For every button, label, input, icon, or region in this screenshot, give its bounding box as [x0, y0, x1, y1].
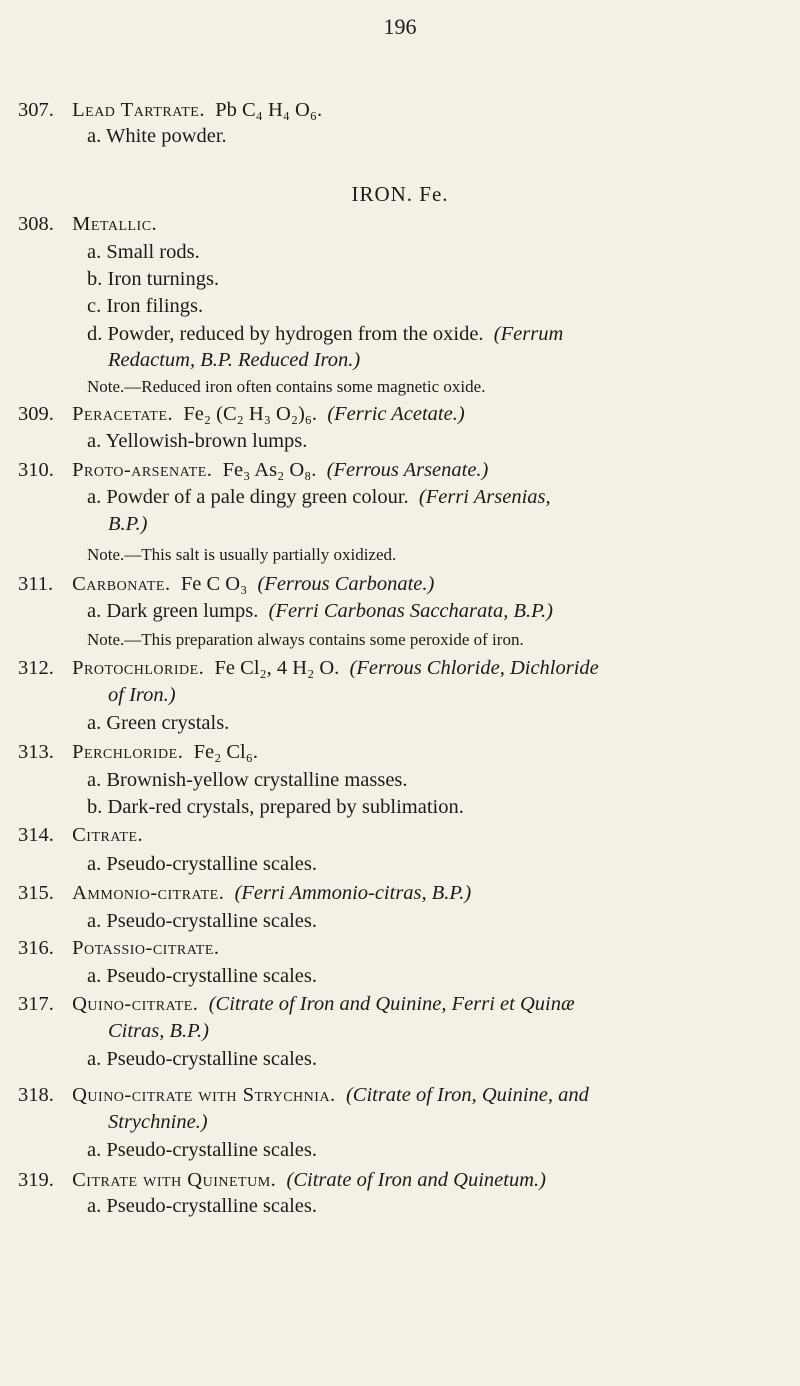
entry-310-note: Note.—This salt is usually partially oxidized. [87, 545, 397, 564]
entry-name: Carbonate. [72, 573, 171, 595]
entry-formula: Pb C₄ H₄ O₆. [215, 99, 323, 121]
entry-synonym: (Ferri Ammonio-citras, B.P.) [234, 882, 472, 904]
entry-name: Potassio-citrate. [72, 937, 220, 959]
entry-number: 315. [18, 882, 54, 904]
entry-number: 312. [18, 657, 54, 679]
entry-synonym: Strychnine.) [108, 1111, 208, 1133]
entry-317-cont [108, 1019, 209, 1043]
entry-synonym: (Ferrous Carbonate.) [257, 573, 435, 595]
entry-313-a: a. Brownish-yellow crystalline masses. [87, 769, 408, 791]
entry-314-a: a. Pseudo-crystalline scales. [87, 853, 317, 875]
entry-synonym: (Ferrum [493, 323, 564, 345]
entry-318-a: a. Pseudo-crystalline scales. [87, 1139, 317, 1161]
entry-307-heading [18, 98, 322, 122]
entry-number: 308. [18, 213, 54, 235]
entry-number: 314. [18, 824, 54, 846]
entry-formula: Fe₂ (C₂ H₃ O₂)₆. [183, 403, 318, 425]
entry-318-cont [108, 1110, 208, 1134]
entry-name: Proto-arsenate. [72, 459, 213, 481]
entry-synonym: Redactum, B.P. Reduced Iron.) [108, 349, 361, 371]
entry-316-a: a. Pseudo-crystalline scales. [87, 965, 317, 987]
entry-name: Citrate with Quinetum. [72, 1169, 277, 1191]
entry-number: 317. [18, 993, 54, 1015]
entry-number: 307. [18, 99, 54, 121]
entry-number: 311. [18, 573, 54, 595]
entry-number: 310. [18, 459, 54, 481]
entry-name: Quino-citrate. [72, 993, 199, 1015]
entry-317-a: a. Pseudo-crystalline scales. [87, 1048, 317, 1070]
entry-308-heading [18, 212, 157, 236]
entry-synonym: (Ferri Carbonas Saccharata, B.P.) [268, 600, 553, 622]
entry-310-a [87, 485, 551, 509]
entry-synonym: B.P.) [108, 513, 148, 535]
entry-name: Quino-citrate with Strychnia. [72, 1084, 336, 1106]
entry-name: Protochloride. [72, 657, 205, 679]
entry-synonym: (Citrate of Iron and Quinine, Ferri et Quinæ [208, 993, 575, 1015]
entry-formula: Fe₂ Cl₆. [193, 741, 258, 763]
entry-312-cont [108, 683, 176, 707]
entry-formula: Fe₃ As₂ O₈. [222, 459, 317, 481]
entry-313-b: b. Dark-red crystals, prepared by sublimation. [87, 796, 464, 818]
entry-text: d. Powder, reduced by hydrogen from the oxide. [87, 323, 484, 345]
section-title: IRON. Fe. [351, 182, 449, 206]
entry-synonym: (Ferri Arsenias, [418, 486, 551, 508]
entry-synonym: of Iron.) [108, 684, 176, 706]
entry-319-a: a. Pseudo-crystalline scales. [87, 1195, 317, 1217]
entry-312-heading [18, 656, 599, 680]
entry-311-note: Note.—This preparation always contains some peroxide of iron. [87, 630, 524, 649]
entry-315-heading [18, 881, 471, 905]
entry-309-heading [18, 402, 465, 426]
entry-310-heading [18, 458, 488, 482]
entry-number: 309. [18, 403, 54, 425]
entry-308-note: Note.—Reduced iron often contains some magnetic oxide. [87, 377, 486, 396]
entry-308-a: a. Small rods. [87, 241, 200, 263]
entry-name: Perchloride. [72, 741, 184, 763]
entry-name: Peracetate. [72, 403, 174, 425]
entry-319-heading [18, 1168, 546, 1192]
entry-synonym: (Citrate of Iron and Quinetum.) [286, 1169, 546, 1191]
entry-name: Metallic. [72, 213, 158, 235]
entry-number: 316. [18, 937, 54, 959]
entry-308-b: b. Iron turnings. [87, 268, 220, 290]
entry-308-d-cont [108, 348, 360, 372]
entry-formula: Fe C O₃ [180, 573, 248, 595]
entry-number: 318. [18, 1084, 54, 1106]
entry-name: Citrate. [72, 824, 144, 846]
entry-text: a. Powder of a pale dingy green colour. [87, 486, 409, 508]
entry-317-heading [18, 992, 575, 1016]
entry-311-heading [18, 572, 434, 596]
entry-number: 313. [18, 741, 54, 763]
entry-313-heading [18, 740, 258, 764]
entry-312-a: a. Green crystals. [87, 712, 230, 734]
entry-synonym: (Ferrous Arsenate.) [326, 459, 489, 481]
entry-310-a-cont [108, 512, 147, 536]
entry-309-a: a. Yellowish-brown lumps. [87, 430, 308, 452]
entry-314-heading [18, 823, 143, 847]
entry-name: Lead Tartrate. [72, 99, 205, 121]
entry-307-a: a. White powder. [87, 125, 227, 147]
entry-308-d [87, 322, 563, 346]
entry-311-a [87, 599, 553, 623]
entry-318-heading [18, 1083, 589, 1107]
entry-synonym: (Ferric Acetate.) [327, 403, 465, 425]
entry-315-a: a. Pseudo-crystalline scales. [87, 910, 317, 932]
entry-synonym: Citras, B.P.) [108, 1020, 209, 1042]
entry-formula: Fe Cl₂, 4 H₂ O. [214, 657, 340, 679]
entry-316-heading [18, 936, 220, 960]
entry-308-c: c. Iron filings. [87, 295, 204, 317]
entry-synonym: (Citrate of Iron, Quinine, and [345, 1084, 589, 1106]
entry-text: a. Dark green lumps. [87, 600, 259, 622]
page-number: 196 [383, 14, 417, 39]
entry-number: 319. [18, 1169, 54, 1191]
entry-synonym: (Ferrous Chloride, Dichloride [349, 657, 599, 679]
entry-name: Ammonio-citrate. [72, 882, 225, 904]
